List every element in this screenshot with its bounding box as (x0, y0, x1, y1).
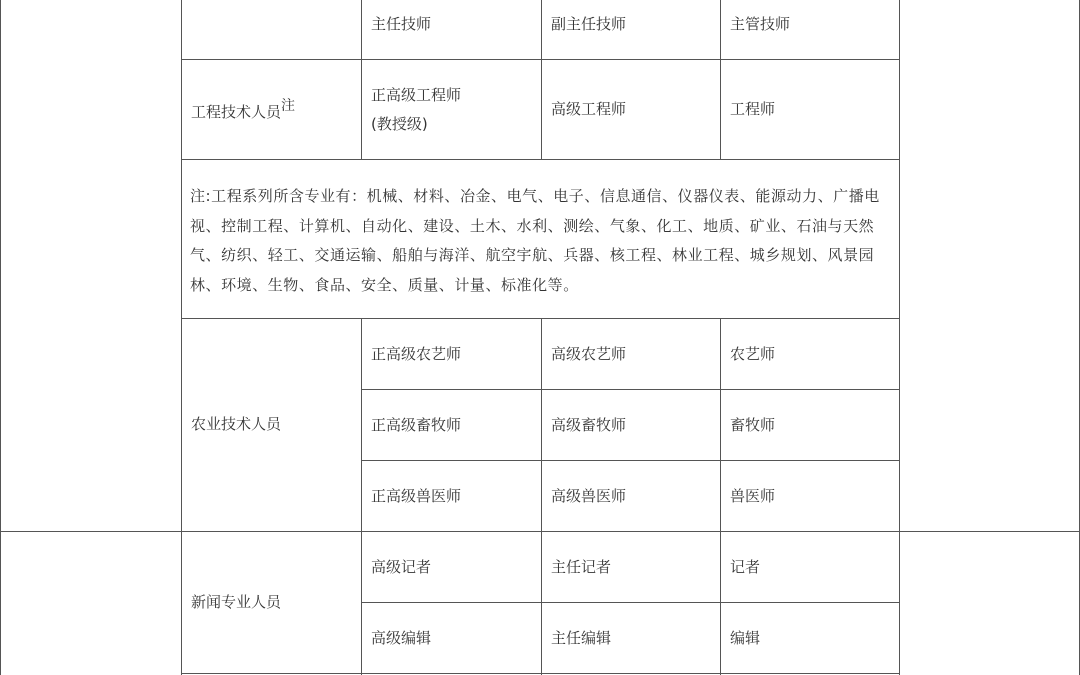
agriculture-category: 农业技术人员 (191, 415, 282, 433)
engineering-note: 注:工程系列所含专业有：机械、材料、冶金、电气、电子、信息通信、仪器仪表、能源动力、广播电视、控制工程、计算机、自动化、建设、土木、水利、测绘、气象、化工、地质、矿业、石油与天然气、纺织、轻工、交通运输、船舶与海洋、航空宇航、兵器、核工程、林业工程、城乡规划、风景园林、环境、生物、食品、安全、质量、计量、标准化等。 (190, 187, 880, 294)
editor-senior-title: 高级编辑 (371, 629, 432, 647)
agronomist-senior-title: 正高级农艺师 (371, 345, 462, 363)
reporter-senior-title: 高级记者 (371, 558, 432, 576)
agronomist-intermediate-title: 农艺师 (730, 345, 776, 363)
row-divider (181, 318, 900, 319)
row-divider (0, 531, 1080, 532)
row-divider (361, 460, 900, 461)
engineering-senior-line2: (教授级) (371, 115, 428, 133)
agronomist-deputy-title: 高级农艺师 (551, 345, 627, 363)
husbandry-deputy-title: 高级畜牧师 (551, 416, 627, 434)
veterinarian-deputy-title: 高级兽医师 (551, 487, 627, 505)
row-divider (181, 673, 900, 674)
column-divider (361, 0, 362, 160)
row-divider (361, 602, 900, 603)
column-divider (541, 318, 542, 675)
row-divider (181, 159, 900, 160)
note-marker: 注 (281, 98, 296, 114)
engineering-intermediate-title: 工程师 (730, 100, 776, 118)
editor-deputy-title: 主任编辑 (551, 629, 612, 647)
veterinarian-intermediate-title: 兽医师 (730, 487, 776, 505)
column-divider (720, 318, 721, 675)
engineering-deputy-title: 高级工程师 (551, 100, 627, 118)
column-divider (541, 0, 542, 160)
technician-deputy-title: 副主任技师 (551, 15, 627, 33)
veterinarian-senior-title: 正高级兽医师 (371, 487, 462, 505)
reporter-intermediate-title: 记者 (730, 558, 761, 576)
column-divider (361, 318, 362, 675)
column-divider (181, 0, 182, 675)
table-border-left (0, 0, 1, 675)
husbandry-intermediate-title: 畜牧师 (730, 416, 776, 434)
row-divider (181, 59, 900, 60)
husbandry-senior-title: 正高级畜牧师 (371, 416, 462, 434)
reporter-deputy-title: 主任记者 (551, 558, 612, 576)
engineering-category (191, 98, 295, 127)
journalism-category: 新闻专业人员 (191, 593, 282, 611)
engineering-senior-line1: 正高级工程师 (371, 86, 462, 104)
technician-intermediate-title: 主管技师 (730, 15, 791, 33)
column-divider (899, 0, 900, 675)
column-divider (720, 0, 721, 160)
engineering-senior-title (371, 81, 461, 139)
technician-senior-title: 主任技师 (371, 15, 432, 33)
engineering-category-label: 工程技术人员 (191, 103, 282, 121)
row-divider (361, 389, 900, 390)
editor-intermediate-title: 编辑 (730, 629, 761, 647)
